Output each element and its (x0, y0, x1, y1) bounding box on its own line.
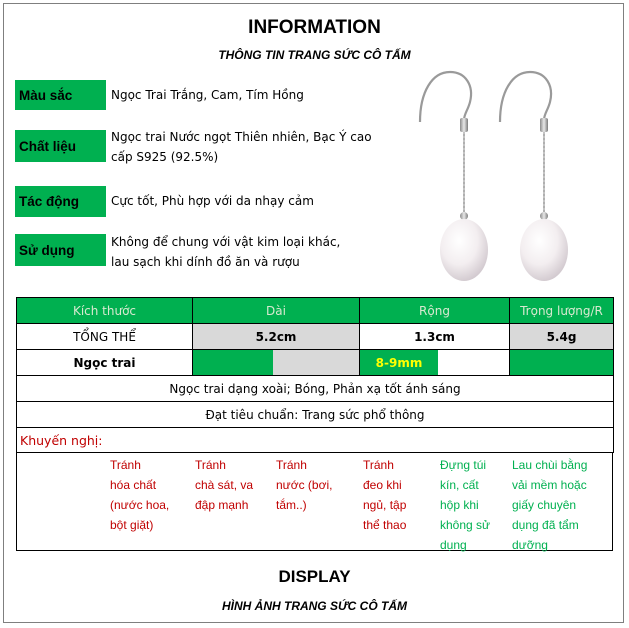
label-effect: Tác động (15, 186, 106, 217)
spec-note-1: Ngọc trai dạng xoài; Bóng, Phản xạ tốt ánh sáng (17, 376, 614, 402)
spec-header-row (17, 298, 614, 324)
header-length: Dài (193, 298, 360, 324)
overall-row (17, 324, 614, 350)
overall-width: 1.3cm (360, 324, 510, 350)
recommendation-item-5: Đựng túi kín, cất hộp khi không sử dụng (440, 458, 491, 552)
spec-table (16, 297, 614, 453)
pearl-row (17, 350, 614, 376)
pearl-length-bar (193, 350, 360, 376)
display-subtitle: HÌNH ẢNH TRANG SỨC CÔ TẤM (221, 599, 408, 613)
overall-weight: 5.4g (510, 324, 614, 350)
value-color-line: Ngọc Trai Trắng, Cam, Tím Hồng (111, 88, 304, 102)
pearl-weight-fill (510, 350, 614, 376)
left-earring (420, 72, 488, 281)
recommendation-item-4: Tránh đeo khi ngủ, tập thể thao (363, 458, 407, 532)
value-effect-line: Cực tốt, Phù hợp với da nhạy cảm (111, 194, 314, 208)
pearl-size-cell (360, 350, 510, 376)
label-material: Chất liệu (15, 130, 106, 162)
value-usage (111, 232, 381, 272)
header-weight: Trọng lượng/R (510, 298, 614, 324)
info-title: INFORMATION (248, 17, 381, 38)
overall-length: 5.2cm (193, 324, 360, 350)
value-material-line-2: cấp S925 (92.5%) (111, 150, 219, 164)
value-usage-line-1: Không để chung với vật kim loại khác, (111, 235, 341, 249)
pearl-length-empty (273, 350, 359, 375)
value-color (111, 85, 381, 105)
pearl-earrings-image (412, 62, 592, 288)
recommendation-item-6: Lau chùi bằng vải mềm hoặc giấy chuyên dụng đã tẩm dưỡng (512, 458, 588, 552)
value-material-line-1: Ngọc trai Nước ngọt Thiên nhiên, Bạc Ý cao (111, 130, 372, 144)
note-row-1 (17, 376, 614, 402)
recommendation-title: Khuyến nghị: (20, 432, 103, 448)
header-size: Kích thước (17, 298, 193, 324)
recommendation-title-row (17, 428, 614, 453)
value-effect (111, 191, 381, 211)
recommendation-title-cell (17, 428, 614, 453)
right-earring (500, 72, 568, 281)
recommendation-item-3: Tránh nước (bơi, tắm..) (276, 458, 333, 512)
value-usage-line-2: lau sạch khi dính đồ ăn và rượu (111, 255, 300, 269)
info-subtitle: THÔNG TIN TRANG SỨC CÔ TẤM (218, 48, 411, 62)
pearl-length-fill (193, 350, 273, 375)
recommendation-item-2: Tránh chà sát, va đập mạnh (195, 458, 254, 512)
recommendation-item-1: Tránh hóa chất (nước hoa, bột giặt) (110, 458, 170, 532)
pearl-label: Ngọc trai (17, 350, 193, 376)
spec-note-2: Đạt tiêu chuẩn: Trang sức phổ thông (17, 402, 614, 428)
value-material (111, 127, 381, 167)
pearl-size: 8-9mm (360, 350, 438, 375)
label-usage: Sử dụng (15, 234, 106, 266)
overall-label: TỔNG THỂ (17, 324, 193, 350)
display-title: DISPLAY (278, 567, 351, 586)
label-color: Màu sắc (15, 80, 106, 110)
note-row-2 (17, 402, 614, 428)
header-width: Rộng (360, 298, 510, 324)
